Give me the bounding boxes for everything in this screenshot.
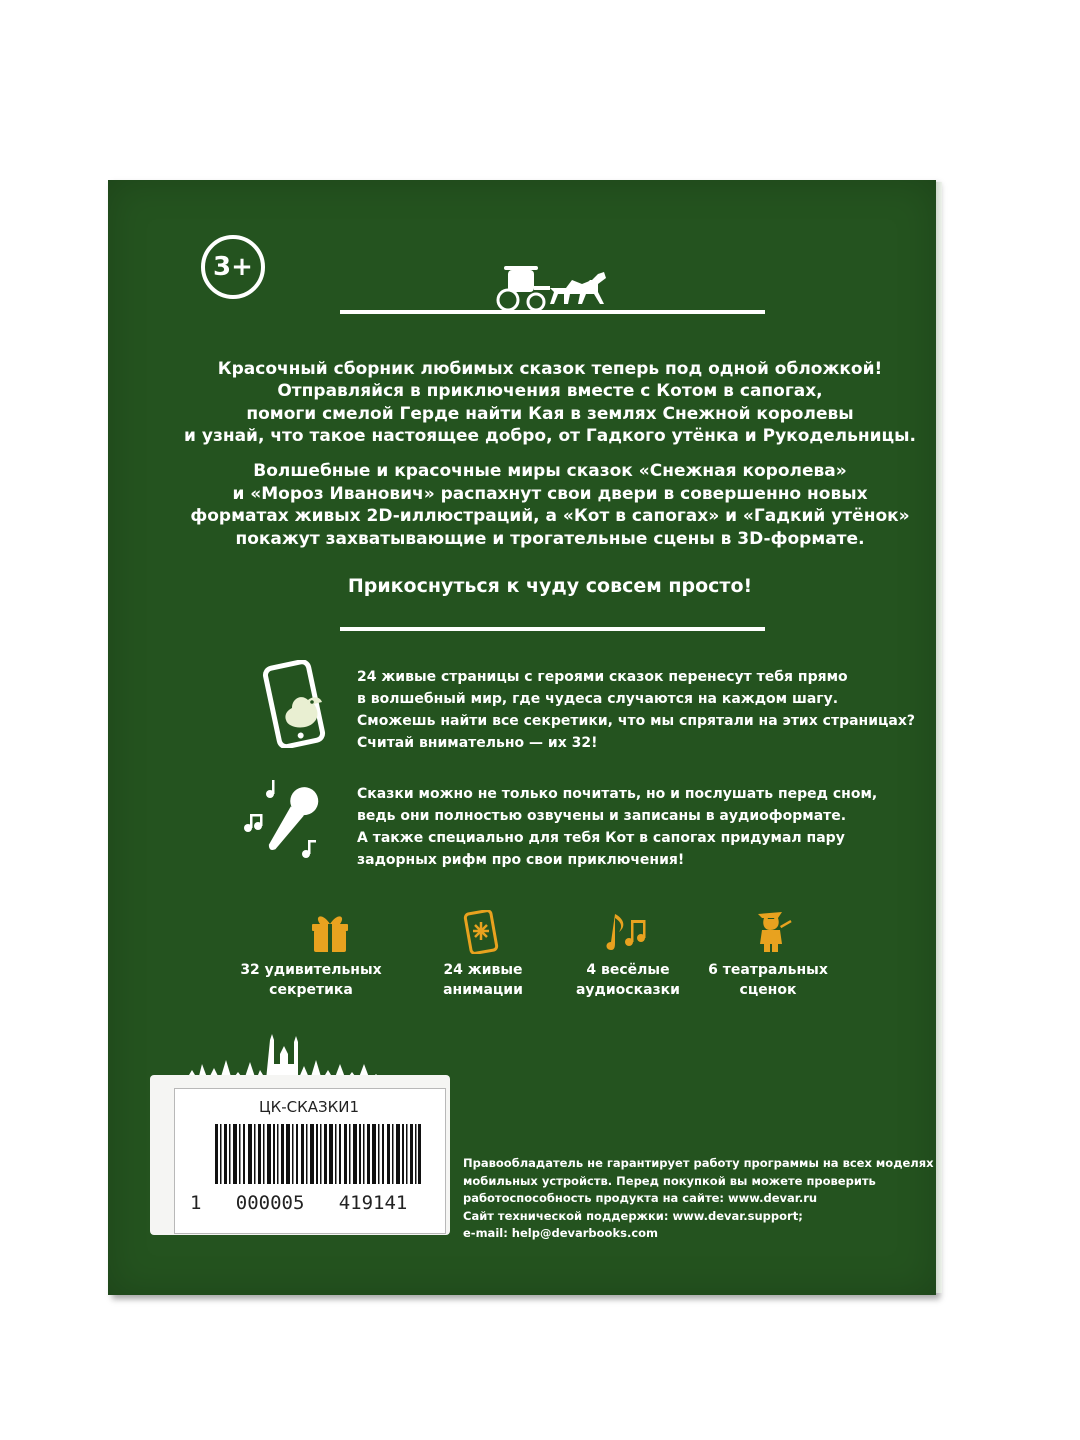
formats-line-4: покажут захватывающие и трогательные сцены в 3D-формате. [235, 529, 865, 549]
feature-1-line-3: Сможешь найти все секретики, что мы спрятали на этих страницах? [357, 713, 915, 729]
feature-1-line-1: 24 живые страницы с героями сказок перенесут тебя прямо [357, 669, 848, 685]
barcode-number: 1 000005 419141 [190, 1192, 408, 1214]
formats-line-1: Волшебные и красочные миры сказок «Снежная королева» [253, 461, 847, 481]
divider-middle [340, 627, 765, 631]
formats-line-2: и «Мороз Иванович» распахнут свои двери в совершенно новых [232, 484, 868, 504]
intro-line-2: Отправляйся в приключения вместе с Котом в сапогах, [277, 381, 823, 401]
divider-top [340, 310, 765, 314]
intro-line-4: и узнай, что такое настоящее добро, от Гадкого утёнка и Рукодельницы. [184, 426, 916, 446]
puss-in-boots-icon [752, 908, 792, 954]
legal-line-4: Сайт технической поддержки: www.devar.support; [463, 1208, 803, 1223]
intro-line-1: Красочный сборник любимых сказок теперь под одной обложкой! [217, 359, 883, 379]
legal-line-1: Правообладатель не гарантирует работу программы на всех моделях [463, 1156, 934, 1170]
music-notes-icon [603, 912, 647, 952]
stat-scenes-line-2: сценок [739, 982, 797, 998]
age-rating-badge: 3+ [201, 235, 265, 299]
legal-line-5: e-mail: help@devarbooks.com [463, 1226, 659, 1240]
stat-secrets-line-2: секретика [269, 982, 353, 998]
feature-2-line-3: А также специально для тебя Кот в сапогах придумал пару [357, 830, 845, 846]
phone-duck-icon [262, 660, 328, 748]
feature-1-line-2: в волшебный мир, где чудеса случаются на каждом шагу. [357, 691, 839, 707]
microphone-music-icon [240, 778, 328, 864]
legal-line-2: мобильных устройств. Перед покупкой вы можете проверить [463, 1173, 876, 1188]
horse-carriage-icon [494, 262, 620, 312]
stat-secrets [236, 960, 386, 1000]
gift-icon [310, 910, 350, 954]
legal-line-3: работоспособность продукта на сайте: www.devar.ru [463, 1191, 818, 1205]
stat-animations-line-2: анимации [443, 982, 523, 998]
stat-scenes-line-1: 6 театральных [708, 962, 828, 978]
page-edge [936, 182, 942, 1293]
stat-audio-line-2: аудиосказки [575, 982, 680, 998]
stat-animations-line-1: 24 живые [443, 962, 523, 978]
stat-secrets-line-1: 32 удивительных [240, 962, 382, 978]
phone-snowflake-icon [463, 910, 499, 954]
barcode-image [215, 1124, 421, 1184]
sticker-code: ЦК-СКАЗКИ1 [258, 1098, 360, 1116]
intro-line-3: помоги смелой Герде найти Кая в землях Снежной королевы [246, 404, 854, 424]
stat-audio-line-1: 4 весёлые [586, 962, 670, 978]
feature-2-line-4: задорных рифм про свои приключения! [357, 852, 685, 868]
feature-2-line-2: ведь они полностью озвучены и записаны в аудиоформате. [357, 808, 847, 824]
headline: Прикоснуться к чуду совсем просто! [347, 575, 753, 597]
stat-scenes [693, 960, 843, 1000]
legal-notice [463, 1155, 934, 1243]
feature-2-line-1: Сказки можно не только почитать, но и послушать перед сном, [357, 786, 878, 802]
formats-line-3: форматах живых 2D-иллюстраций, а «Кот в сапогах» и «Гадкий утёнок» [190, 506, 910, 526]
feature-1-line-4: Считай внимательно — их 32! [357, 735, 598, 751]
stat-audio [553, 960, 703, 1000]
stat-animations [408, 960, 558, 1000]
